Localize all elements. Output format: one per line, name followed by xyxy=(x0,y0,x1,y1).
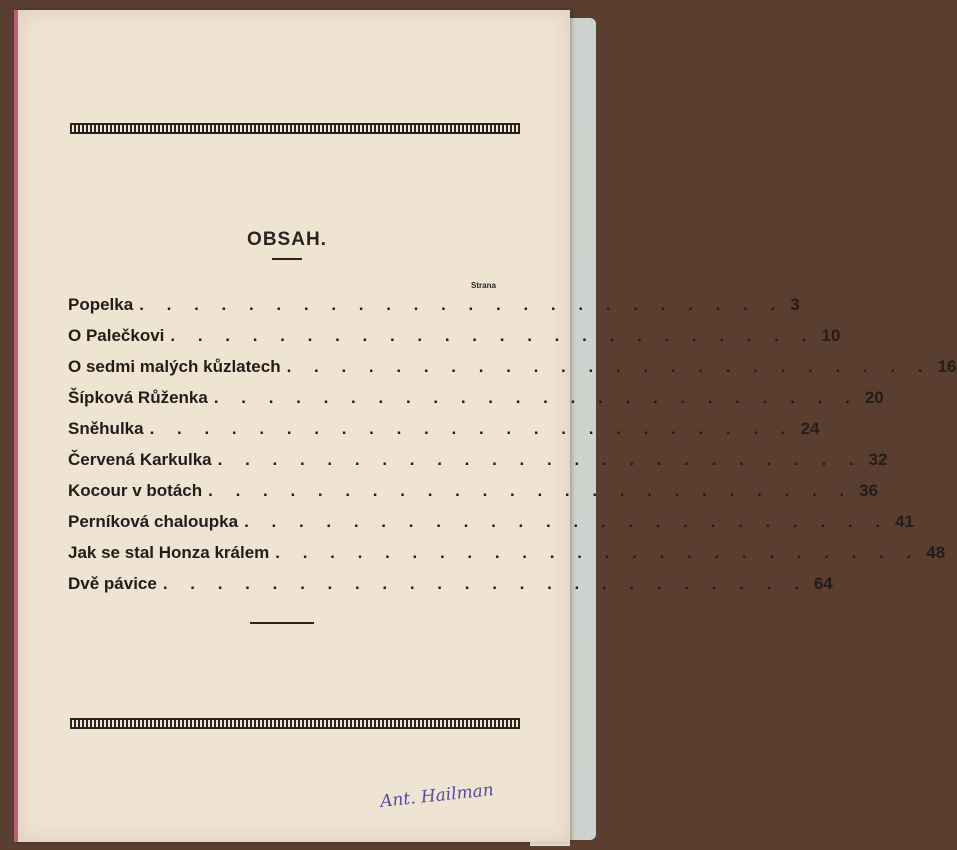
toc-entry-page: 32 xyxy=(868,450,888,469)
leader-dots: . . . . . . . . . . . . . . . . . . . . . . . . xyxy=(244,512,890,531)
toc-entry-page: 16 xyxy=(937,357,957,376)
toc-entry xyxy=(68,388,884,419)
toc-entry xyxy=(68,326,841,357)
leader-dots: . . . . . . . . . . . . . . . . . . . . . . . . xyxy=(162,574,808,593)
closing-rule xyxy=(250,622,314,624)
leader-dots: . . . . . . . . . . . . . . . . . . . . . . . . xyxy=(170,326,816,345)
toc-entry-title: Kocour v botách xyxy=(68,481,203,500)
toc-entry-page: 3 xyxy=(790,295,800,314)
leader-dots: . . . . . . . . . . . . . . . . . . . . . . . . xyxy=(286,357,932,376)
toc-entry xyxy=(68,481,879,512)
toc-entry-title: Dvě pávice xyxy=(68,574,157,593)
leader-dots: . . . . . . . . . . . . . . . . . . . . . . . . xyxy=(213,388,859,407)
page-title: OBSAH. xyxy=(247,229,327,250)
title-rule xyxy=(272,258,302,260)
toc-entry-title: Popelka xyxy=(68,295,134,314)
toc-entry-page: 10 xyxy=(821,326,841,345)
book-page xyxy=(14,10,957,842)
toc-entry xyxy=(68,543,946,574)
toc-entry xyxy=(68,419,820,450)
bottom-ornamental-border xyxy=(70,718,520,729)
leader-dots: . . . . . . . . . . . . . . . . . . . . . . . . xyxy=(217,450,863,469)
owner-stamp: Ant. Hailman xyxy=(379,780,495,812)
toc-entry xyxy=(68,450,888,481)
toc-entry xyxy=(68,574,833,605)
top-ornamental-border xyxy=(70,123,520,134)
toc-entry-title: Perníková chaloupka xyxy=(68,512,239,531)
toc-entry xyxy=(68,295,800,326)
toc-entry-page: 20 xyxy=(864,388,884,407)
toc-entry xyxy=(68,357,957,388)
toc-entry-title: Jak se stal Honza králem xyxy=(68,543,270,562)
toc-entry-page: 64 xyxy=(813,574,833,593)
leader-dots: . . . . . . . . . . . . . . . . . . . . . . . . xyxy=(208,481,854,500)
toc-entry-title: Sněhulka xyxy=(68,419,144,438)
toc-entry-title: O sedmi malých kůzlatech xyxy=(68,357,281,376)
toc-entry-page: 24 xyxy=(800,419,820,438)
table-of-contents xyxy=(68,295,957,605)
toc-entry-page: 36 xyxy=(859,481,879,500)
leader-dots: . . . . . . . . . . . . . . . . . . . . . . . . xyxy=(149,419,795,438)
toc-entry-title: O Palečkovi xyxy=(68,326,165,345)
leader-dots: . . . . . . . . . . . . . . . . . . . . . . . . xyxy=(275,543,921,562)
toc-entry-title: Červená Karkulka xyxy=(68,450,212,469)
toc-entry-page: 48 xyxy=(926,543,946,562)
toc-entry xyxy=(68,512,914,543)
toc-entry-page: 41 xyxy=(895,512,914,531)
toc-entry-title: Šípková Růženka xyxy=(68,388,208,407)
leader-dots: . . . . . . . . . . . . . . . . . . . . . . . . xyxy=(139,295,785,314)
page-column-header: Strana xyxy=(471,281,496,290)
